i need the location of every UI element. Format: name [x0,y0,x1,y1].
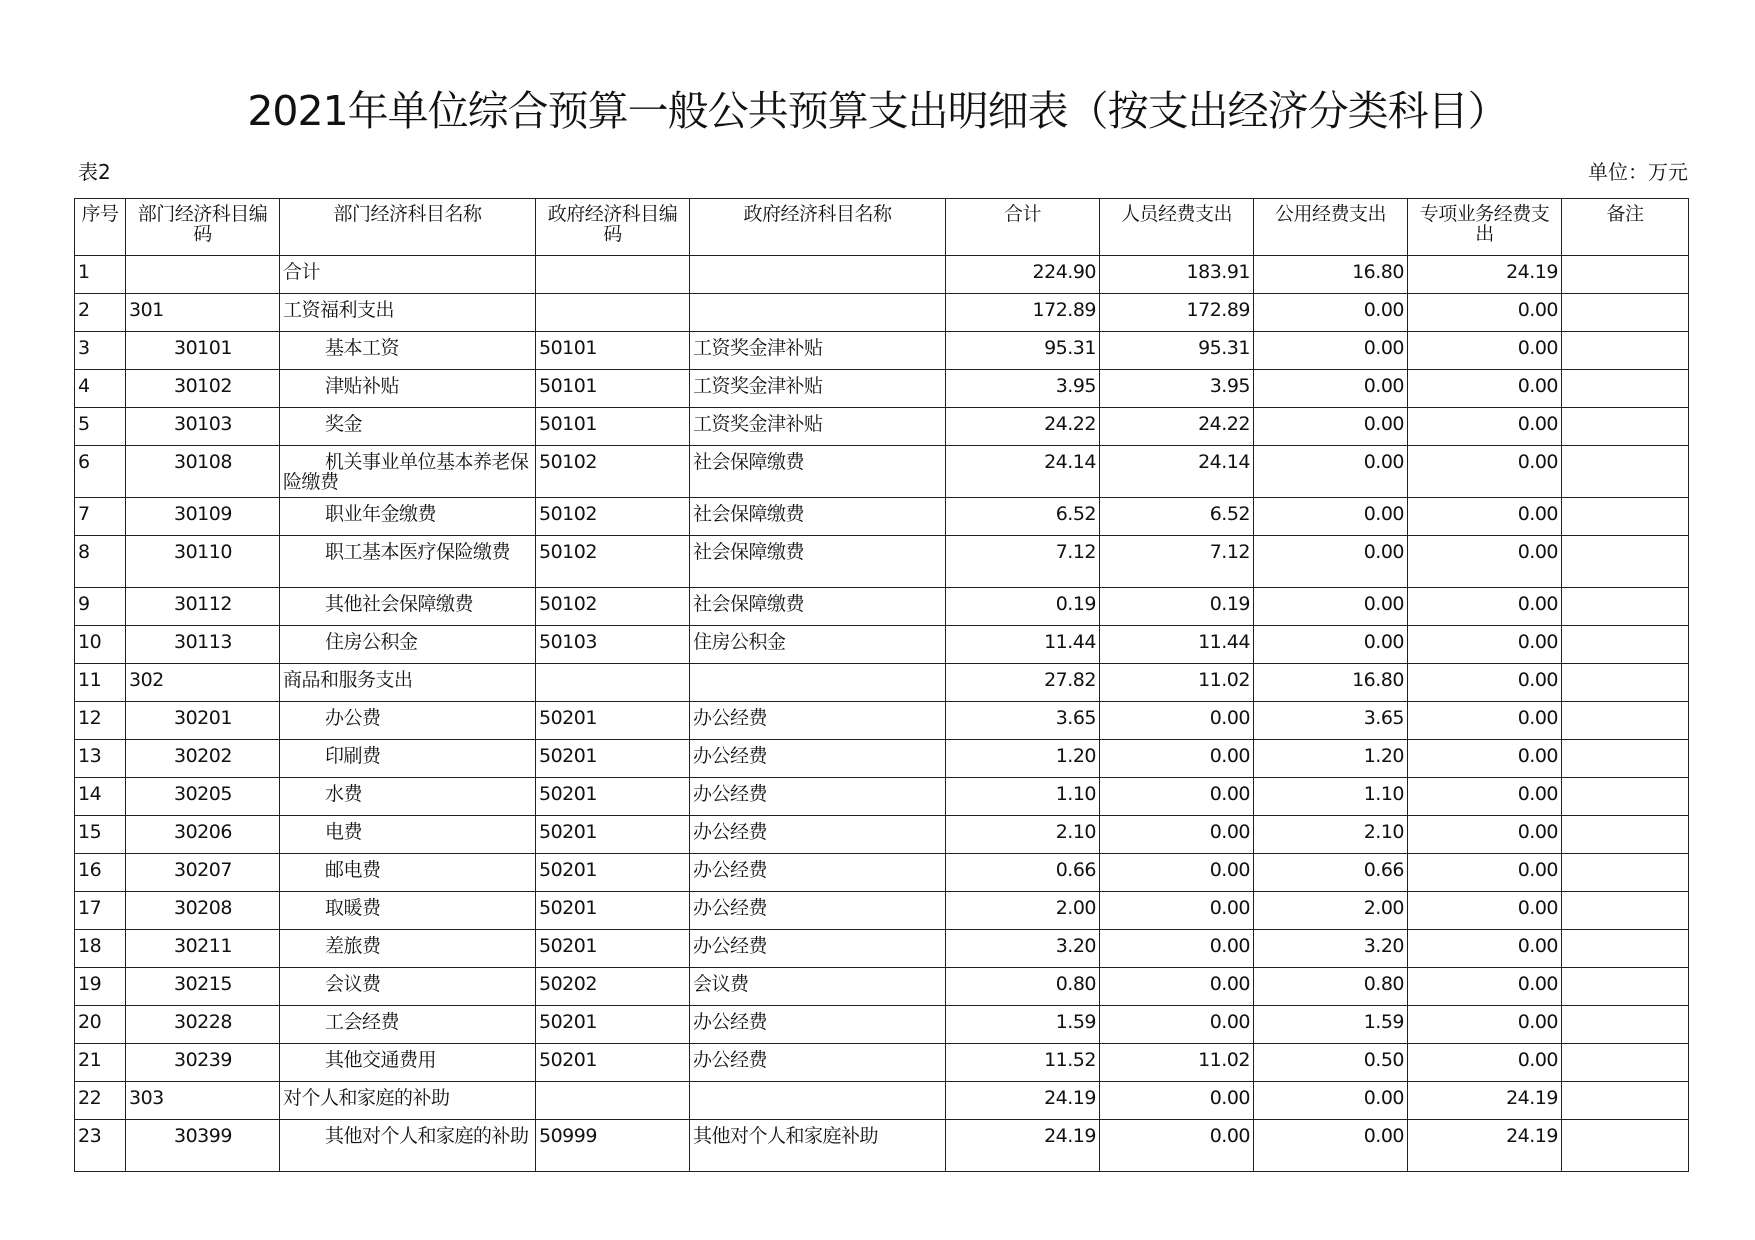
cell-dept-code: 30202 [126,740,280,778]
cell-special: 24.19 [1408,1082,1562,1120]
cell-dept-name: 工会经费 [280,1006,536,1044]
cell-public: 0.00 [1254,294,1408,332]
cell-dept-name: 工资福利支出 [280,294,536,332]
cell-dept-code: 30103 [126,408,280,446]
cell-public: 0.80 [1254,968,1408,1006]
page-title: 2021年单位综合预算一般公共预算支出明细表（按支出经济分类科目） [247,87,1508,135]
table-row [75,702,1689,740]
cell-gov-name: 办公经费 [690,778,946,816]
cell-public: 0.00 [1254,408,1408,446]
cell-dept-name: 津贴补贴 [280,370,536,408]
cell-special: 0.00 [1408,536,1562,588]
cell-total: 1.59 [946,1006,1100,1044]
cell-public: 0.00 [1254,1120,1408,1172]
cell-gov-code: 50101 [536,408,690,446]
cell-dept-name: 其他交通费用 [280,1044,536,1082]
cell-note [1562,626,1689,664]
cell-gov-name: 办公经费 [690,892,946,930]
cell-gov-code: 50202 [536,968,690,1006]
cell-special: 0.00 [1408,778,1562,816]
cell-public: 0.00 [1254,332,1408,370]
cell-note [1562,1082,1689,1120]
cell-gov-code: 50201 [536,778,690,816]
header-gov-code: 政府经济科目编码 [536,199,690,256]
cell-personnel: 0.00 [1100,1082,1254,1120]
cell-dept-code: 30102 [126,370,280,408]
cell-special: 0.00 [1408,664,1562,702]
cell-gov-code: 50201 [536,892,690,930]
cell-note [1562,740,1689,778]
cell-special: 0.00 [1408,816,1562,854]
cell-dept-name: 水费 [280,778,536,816]
cell-seq: 7 [75,498,126,536]
cell-note [1562,930,1689,968]
cell-seq: 20 [75,1006,126,1044]
header-note: 备注 [1562,199,1689,256]
cell-dept-code [126,256,280,294]
cell-dept-name: 邮电费 [280,854,536,892]
cell-note [1562,256,1689,294]
cell-dept-name: 职工基本医疗保险缴费 [280,536,536,588]
cell-note [1562,702,1689,740]
cell-total: 95.31 [946,332,1100,370]
cell-public: 0.50 [1254,1044,1408,1082]
cell-personnel: 0.00 [1100,1006,1254,1044]
cell-public: 1.10 [1254,778,1408,816]
cell-dept-name: 办公费 [280,702,536,740]
cell-personnel: 0.00 [1100,968,1254,1006]
cell-dept-code: 30228 [126,1006,280,1044]
cell-dept-code: 303 [126,1082,280,1120]
cell-special: 24.19 [1408,1120,1562,1172]
cell-gov-name [690,294,946,332]
cell-dept-name: 合计 [280,256,536,294]
header-gov-name: 政府经济科目名称 [690,199,946,256]
cell-dept-name: 机关事业单位基本养老保险缴费 [280,446,536,498]
cell-note [1562,892,1689,930]
cell-special: 0.00 [1408,854,1562,892]
table-row [75,1120,1689,1172]
cell-gov-code: 50101 [536,370,690,408]
cell-gov-code: 50201 [536,854,690,892]
table-row [75,256,1689,294]
cell-gov-name: 办公经费 [690,740,946,778]
cell-gov-name [690,1082,946,1120]
cell-special: 0.00 [1408,370,1562,408]
cell-personnel: 172.89 [1100,294,1254,332]
cell-gov-code: 50201 [536,1044,690,1082]
cell-public: 0.00 [1254,446,1408,498]
cell-public: 1.20 [1254,740,1408,778]
cell-seq: 15 [75,816,126,854]
budget-table [74,198,1689,1172]
cell-gov-name [690,664,946,702]
cell-seq: 3 [75,332,126,370]
cell-personnel: 0.00 [1100,702,1254,740]
cell-total: 24.22 [946,408,1100,446]
cell-total: 3.95 [946,370,1100,408]
cell-seq: 11 [75,664,126,702]
cell-gov-code: 50201 [536,1006,690,1044]
cell-gov-name: 办公经费 [690,1006,946,1044]
cell-total: 24.19 [946,1120,1100,1172]
cell-public: 0.00 [1254,626,1408,664]
cell-dept-name: 基本工资 [280,332,536,370]
cell-note [1562,498,1689,536]
cell-dept-code: 30215 [126,968,280,1006]
cell-gov-code: 50201 [536,702,690,740]
cell-dept-code: 301 [126,294,280,332]
table-row [75,626,1689,664]
cell-dept-name: 商品和服务支出 [280,664,536,702]
cell-gov-name: 工资奖金津补贴 [690,408,946,446]
cell-gov-code: 50201 [536,740,690,778]
cell-personnel: 0.00 [1100,1120,1254,1172]
unit-label: 单位：万元 [1588,160,1688,184]
cell-personnel: 0.00 [1100,816,1254,854]
cell-dept-code: 30110 [126,536,280,588]
cell-public: 16.80 [1254,664,1408,702]
cell-gov-code [536,1082,690,1120]
cell-dept-code: 30205 [126,778,280,816]
cell-total: 11.52 [946,1044,1100,1082]
cell-gov-name: 社会保障缴费 [690,588,946,626]
cell-special: 0.00 [1408,930,1562,968]
cell-special: 24.19 [1408,256,1562,294]
cell-personnel: 0.00 [1100,740,1254,778]
cell-personnel: 0.00 [1100,892,1254,930]
cell-seq: 10 [75,626,126,664]
cell-seq: 1 [75,256,126,294]
cell-dept-name: 住房公积金 [280,626,536,664]
cell-seq: 19 [75,968,126,1006]
cell-total: 24.14 [946,446,1100,498]
cell-public: 0.66 [1254,854,1408,892]
cell-gov-name: 其他对个人和家庭补助 [690,1120,946,1172]
table-row [75,588,1689,626]
cell-personnel: 11.02 [1100,1044,1254,1082]
cell-special: 0.00 [1408,892,1562,930]
cell-personnel: 3.95 [1100,370,1254,408]
cell-total: 172.89 [946,294,1100,332]
table-row [75,816,1689,854]
cell-total: 0.80 [946,968,1100,1006]
cell-dept-name: 其他社会保障缴费 [280,588,536,626]
cell-seq: 5 [75,408,126,446]
cell-seq: 13 [75,740,126,778]
header-special: 专项业务经费支出 [1408,199,1562,256]
table-row [75,854,1689,892]
cell-gov-name: 办公经费 [690,1044,946,1082]
cell-personnel: 24.22 [1100,408,1254,446]
table-row [75,968,1689,1006]
cell-total: 3.65 [946,702,1100,740]
cell-public: 0.00 [1254,536,1408,588]
cell-gov-name: 办公经费 [690,702,946,740]
cell-personnel: 0.00 [1100,930,1254,968]
cell-seq: 9 [75,588,126,626]
cell-total: 24.19 [946,1082,1100,1120]
cell-gov-name: 社会保障缴费 [690,446,946,498]
cell-dept-code: 30206 [126,816,280,854]
cell-dept-code: 30207 [126,854,280,892]
cell-note [1562,446,1689,498]
header-row [75,199,1689,256]
cell-dept-name: 差旅费 [280,930,536,968]
cell-seq: 4 [75,370,126,408]
cell-note [1562,968,1689,1006]
cell-seq: 16 [75,854,126,892]
cell-public: 3.65 [1254,702,1408,740]
cell-seq: 6 [75,446,126,498]
cell-gov-name: 社会保障缴费 [690,536,946,588]
cell-total: 27.82 [946,664,1100,702]
table-row [75,930,1689,968]
cell-special: 0.00 [1408,588,1562,626]
cell-gov-code [536,664,690,702]
cell-special: 0.00 [1408,446,1562,498]
table-row [75,1044,1689,1082]
cell-personnel: 7.12 [1100,536,1254,588]
cell-note [1562,588,1689,626]
cell-dept-code: 30109 [126,498,280,536]
cell-total: 2.00 [946,892,1100,930]
header-seq: 序号 [75,199,126,256]
cell-special: 0.00 [1408,294,1562,332]
cell-special: 0.00 [1408,626,1562,664]
cell-special: 0.00 [1408,1044,1562,1082]
cell-dept-code: 30108 [126,446,280,498]
table-row [75,294,1689,332]
cell-total: 1.10 [946,778,1100,816]
cell-seq: 21 [75,1044,126,1082]
cell-dept-code: 30112 [126,588,280,626]
cell-note [1562,370,1689,408]
cell-seq: 2 [75,294,126,332]
cell-total: 2.10 [946,816,1100,854]
cell-total: 11.44 [946,626,1100,664]
cell-gov-name [690,256,946,294]
cell-gov-code [536,256,690,294]
cell-personnel: 0.00 [1100,778,1254,816]
cell-seq: 12 [75,702,126,740]
cell-public: 0.00 [1254,370,1408,408]
cell-seq: 23 [75,1120,126,1172]
cell-note [1562,1044,1689,1082]
cell-seq: 17 [75,892,126,930]
cell-note [1562,816,1689,854]
cell-gov-code: 50103 [536,626,690,664]
table-row [75,370,1689,408]
cell-dept-code: 30113 [126,626,280,664]
cell-dept-code: 30201 [126,702,280,740]
cell-gov-name: 社会保障缴费 [690,498,946,536]
cell-dept-name: 其他对个人和家庭的补助 [280,1120,536,1172]
table-row [75,778,1689,816]
cell-dept-code: 302 [126,664,280,702]
cell-total: 7.12 [946,536,1100,588]
cell-dept-name: 取暖费 [280,892,536,930]
cell-dept-code: 30399 [126,1120,280,1172]
cell-total: 0.66 [946,854,1100,892]
cell-note [1562,778,1689,816]
cell-note [1562,1120,1689,1172]
cell-gov-code: 50102 [536,588,690,626]
cell-dept-name: 职业年金缴费 [280,498,536,536]
cell-special: 0.00 [1408,332,1562,370]
header-dept-name: 部门经济科目名称 [280,199,536,256]
cell-seq: 18 [75,930,126,968]
cell-special: 0.00 [1408,968,1562,1006]
cell-personnel: 11.44 [1100,626,1254,664]
cell-gov-name: 办公经费 [690,930,946,968]
table-label: 表2 [78,160,111,184]
cell-dept-name: 印刷费 [280,740,536,778]
cell-gov-name: 会议费 [690,968,946,1006]
header-personnel: 人员经费支出 [1100,199,1254,256]
cell-note [1562,536,1689,588]
table-row [75,332,1689,370]
cell-special: 0.00 [1408,408,1562,446]
cell-dept-code: 30211 [126,930,280,968]
cell-gov-code: 50201 [536,930,690,968]
table-row [75,408,1689,446]
cell-total: 3.20 [946,930,1100,968]
cell-public: 2.10 [1254,816,1408,854]
cell-seq: 22 [75,1082,126,1120]
table-row [75,892,1689,930]
cell-gov-name: 住房公积金 [690,626,946,664]
cell-dept-name: 会议费 [280,968,536,1006]
cell-total: 6.52 [946,498,1100,536]
cell-personnel: 24.14 [1100,446,1254,498]
cell-personnel: 11.02 [1100,664,1254,702]
header-total: 合计 [946,199,1100,256]
cell-gov-name: 办公经费 [690,816,946,854]
cell-personnel: 6.52 [1100,498,1254,536]
cell-total: 224.90 [946,256,1100,294]
cell-total: 0.19 [946,588,1100,626]
cell-note [1562,664,1689,702]
cell-dept-code: 30208 [126,892,280,930]
cell-personnel: 0.00 [1100,854,1254,892]
cell-gov-code: 50201 [536,816,690,854]
cell-public: 0.00 [1254,588,1408,626]
cell-special: 0.00 [1408,498,1562,536]
cell-public: 2.00 [1254,892,1408,930]
table-row [75,1082,1689,1120]
table-row [75,536,1689,588]
cell-personnel: 95.31 [1100,332,1254,370]
cell-special: 0.00 [1408,702,1562,740]
table-row [75,498,1689,536]
cell-note [1562,294,1689,332]
cell-special: 0.00 [1408,1006,1562,1044]
cell-gov-name: 办公经费 [690,854,946,892]
cell-note [1562,332,1689,370]
cell-seq: 8 [75,536,126,588]
cell-note [1562,1006,1689,1044]
header-public: 公用经费支出 [1254,199,1408,256]
cell-public: 1.59 [1254,1006,1408,1044]
cell-public: 0.00 [1254,498,1408,536]
table-row [75,664,1689,702]
cell-dept-name: 电费 [280,816,536,854]
cell-gov-code: 50101 [536,332,690,370]
table-body [75,256,1689,1172]
cell-seq: 14 [75,778,126,816]
cell-special: 0.00 [1408,740,1562,778]
cell-gov-name: 工资奖金津补贴 [690,370,946,408]
table-row [75,446,1689,498]
cell-personnel: 0.19 [1100,588,1254,626]
cell-public: 0.00 [1254,1082,1408,1120]
cell-gov-code: 50102 [536,498,690,536]
cell-public: 3.20 [1254,930,1408,968]
header-dept-code: 部门经济科目编码 [126,199,280,256]
cell-note [1562,854,1689,892]
cell-personnel: 183.91 [1100,256,1254,294]
cell-total: 1.20 [946,740,1100,778]
cell-gov-code [536,294,690,332]
table-row [75,740,1689,778]
cell-gov-code: 50102 [536,536,690,588]
table-row [75,1006,1689,1044]
cell-dept-code: 30239 [126,1044,280,1082]
cell-gov-name: 工资奖金津补贴 [690,332,946,370]
cell-dept-code: 30101 [126,332,280,370]
cell-gov-code: 50102 [536,446,690,498]
cell-gov-code: 50999 [536,1120,690,1172]
cell-dept-name: 奖金 [280,408,536,446]
cell-dept-name: 对个人和家庭的补助 [280,1082,536,1120]
cell-public: 16.80 [1254,256,1408,294]
cell-note [1562,408,1689,446]
